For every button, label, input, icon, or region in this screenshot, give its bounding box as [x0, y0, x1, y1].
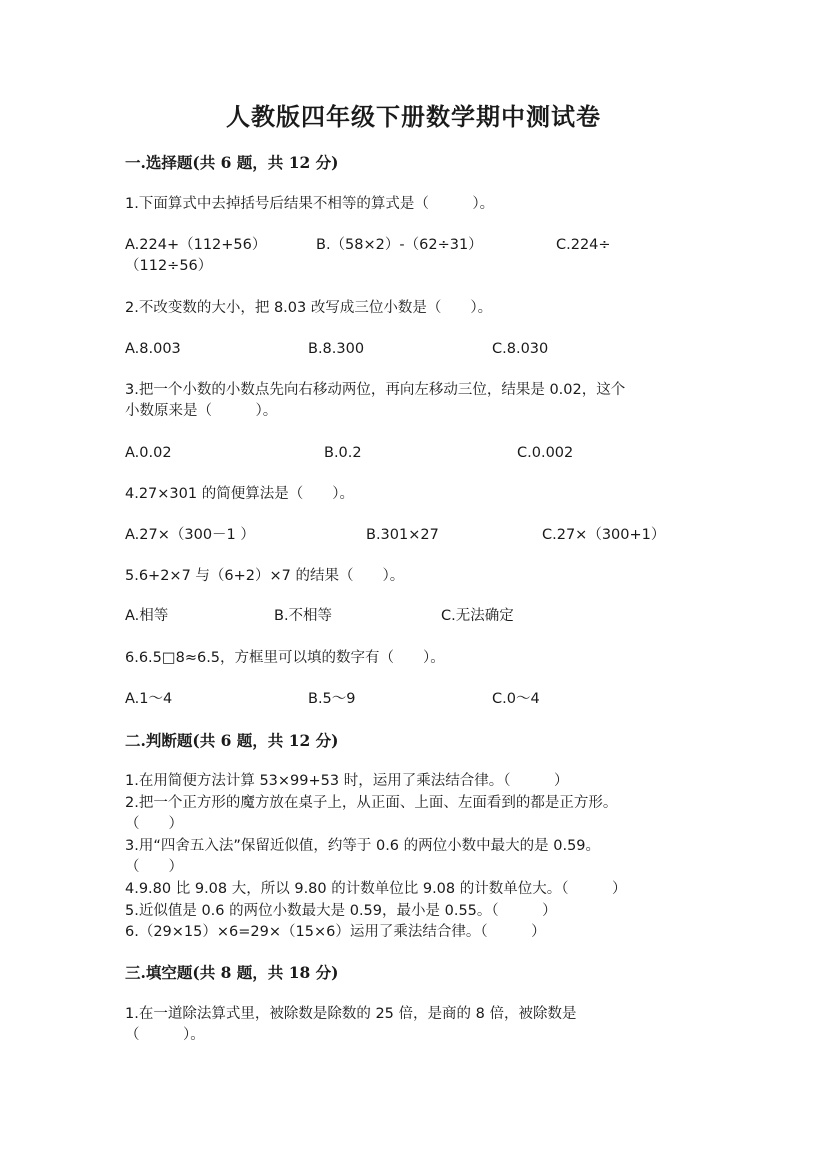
judgement-item-2-blank: （ ）: [125, 816, 183, 832]
judgement-item-1: 1.在用简便方法计算 53×99+53 时，运用了乘法结合律。（ ）: [125, 773, 569, 789]
question-2-option-c: C.8.030: [492, 341, 549, 357]
question-6-stem: 6.6.5□8≈6.5，方框里可以填的数字有（ ）。: [125, 650, 445, 666]
question-1-stem: 1.下面算式中去掉括号后结果不相等的算式是（ ）。: [125, 196, 495, 212]
question-2-option-b: B.8.300: [308, 341, 365, 357]
question-3-option-b: B.0.2: [324, 445, 362, 461]
exam-title: 人教版四年级下册数学期中测试卷: [226, 102, 601, 131]
question-5-option-b: B.不相等: [274, 608, 333, 624]
question-2-stem: 2.不改变数的大小，把 8.03 改写成三位小数是（ ）。: [125, 300, 493, 316]
question-2-option-a: A.8.003: [125, 341, 181, 357]
question-3-stem-line2: 小数原来是（ ）。: [125, 403, 278, 419]
question-5-stem: 5.6+2×7 与（6+2）×7 的结果（ ）。: [125, 568, 405, 584]
question-1-option-c: C.224÷: [556, 237, 611, 253]
fill-question-1-line2: （ ）。: [125, 1027, 205, 1043]
question-1-option-a: A.224+（112+56）: [125, 237, 267, 253]
question-6-option-c: C.0～4: [492, 691, 540, 707]
question-3-stem-line1: 3.把一个小数的小数点先向右移动两位，再向左移动三位，结果是 0.02，这个: [125, 382, 626, 398]
judgement-item-6: 6.（29×15）×6=29×（15×6）运用了乘法结合律。（ ）: [125, 924, 546, 940]
section-heading-fill-blank: 三.填空题(共 8 题，共 18 分): [125, 963, 339, 982]
question-3-option-c: C.0.002: [517, 445, 574, 461]
fill-question-1-line1: 1.在一道除法算式里，被除数是除数的 25 倍，是商的 8 倍，被除数是: [125, 1006, 577, 1022]
question-6-option-a: A.1～4: [125, 691, 173, 707]
judgement-item-3: 3.用“四舍五入法”保留近似值，约等于 0.6 的两位小数中最大的是 0.59。: [125, 838, 601, 854]
question-4-option-b: B.301×27: [366, 527, 439, 543]
question-1-option-b: B.（58×2）-（62÷31）: [316, 237, 483, 253]
judgement-item-2: 2.把一个正方形的魔方放在桌子上，从正面、上面、左面看到的都是正方形。: [125, 795, 618, 811]
section-heading-choice: 一.选择题(共 6 题，共 12 分): [125, 153, 339, 172]
section-heading-judgement: 二.判断题(共 6 题，共 12 分): [125, 731, 339, 750]
question-3-option-a: A.0.02: [125, 445, 172, 461]
question-5-option-c: C.无法确定: [441, 608, 514, 624]
judgement-item-3-blank: （ ）: [125, 859, 183, 875]
question-1-option-c-continued: （112÷56）: [125, 258, 213, 274]
question-6-option-b: B.5～9: [308, 691, 356, 707]
question-4-option-a: A.27×（300－1 ）: [125, 527, 255, 543]
question-4-option-c: C.27×（300+1）: [542, 527, 666, 543]
judgement-item-5: 5.近似值是 0.6 的两位小数最大是 0.59，最小是 0.55。（ ）: [125, 903, 557, 919]
judgement-item-4: 4.9.80 比 9.08 大，所以 9.80 的计数单位比 9.08 的计数单位大。（ ）: [125, 881, 627, 897]
question-5-option-a: A.相等: [125, 608, 169, 624]
question-4-stem: 4.27×301 的简便算法是（ ）。: [125, 486, 354, 502]
